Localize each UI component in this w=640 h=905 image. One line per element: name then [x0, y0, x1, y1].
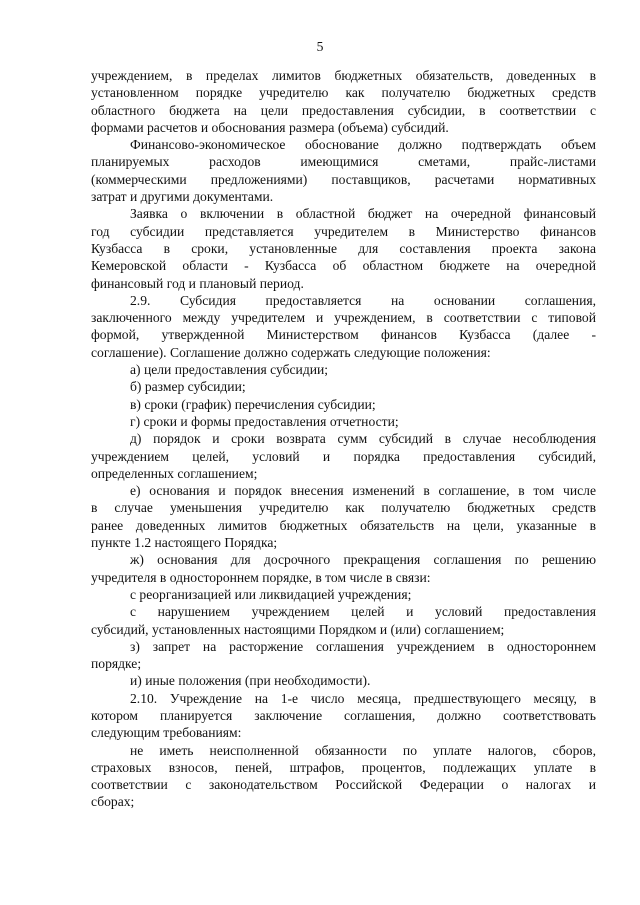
text-line: финансовый год и плановый период.: [91, 275, 304, 291]
text-line: сборах;: [91, 794, 135, 810]
text-line: порядке;: [91, 656, 142, 672]
text-line: в случае уменьшения учредителю как получателю бюджетных средств: [91, 500, 596, 516]
paragraph: [91, 292, 596, 361]
text-line: определенных соглашением;: [91, 465, 258, 481]
text-line: формой, утвержденной Министерством финансов Кузбасса (далее -: [91, 327, 596, 343]
text-line: субсидий, установленных настоящими Порядком и (или) соглашением;: [91, 621, 505, 637]
text-line: 2.9. Субсидия предоставляется на основании соглашения,: [130, 292, 596, 308]
paragraph: [91, 586, 596, 603]
text-line: ж) основания для досрочного прекращения соглашения по решению: [130, 552, 596, 568]
text-line: Заявка о включении в областной бюджет на очередной финансовый: [130, 206, 596, 222]
text-line: следующим требованиям:: [91, 725, 242, 741]
paragraph: [91, 205, 596, 291]
text-line: е) основания и порядок внесения изменений в соглашение, в том числе: [130, 483, 596, 499]
text-line: установленном порядке учредителю как получателю бюджетных средств: [91, 85, 596, 101]
text-line: областного бюджета на цели предоставления субсидии, в соответствии с: [91, 102, 596, 118]
paragraph: [91, 413, 596, 430]
text-line: в) сроки (график) перечисления субсидии;: [130, 396, 376, 412]
text-line: д) порядок и сроки возврата сумм субсидий в случае несоблюдения: [130, 431, 596, 447]
text-line: (коммерческими предложениями) поставщиков, расчетами нормативных: [91, 171, 596, 187]
text-line: 2.10. Учреждение на 1-е число месяца, предшествующего месяцу, в: [130, 690, 596, 706]
paragraph: [91, 396, 596, 413]
text-line: учреждением, в пределах лимитов бюджетных обязательств, доведенных в: [91, 68, 596, 83]
text-line: страховых взносов, пеней, штрафов, процентов, подлежащих уплате в: [91, 759, 596, 775]
text-line: учреждением целей, условий и порядка предоставления субсидий,: [91, 448, 596, 464]
text-line: формами расчетов и обоснования размера (объема) субсидий.: [91, 119, 449, 135]
paragraph: [91, 136, 596, 205]
paragraph: [91, 430, 596, 482]
paragraph: [91, 378, 596, 395]
paragraph: [91, 690, 596, 742]
text-line: соглашение). Соглашение должно содержать следующие положения:: [91, 344, 491, 360]
paragraph: [91, 638, 596, 673]
text-line: соответствии с законодательством Российской Федерации о налогах и: [91, 777, 596, 793]
text-line: пункте 1.2 настоящего Порядка;: [91, 535, 278, 551]
text-line: год субсидии представляется учредителем в Министерство финансов: [91, 223, 596, 239]
text-line: не иметь неисполненной обязанности по уплате налогов, сборов,: [130, 742, 596, 758]
text-line: ранее доведенных лимитов бюджетных обязательств на цели, указанные в: [91, 517, 596, 533]
page-number: 5: [316, 39, 324, 54]
paragraph: [91, 67, 596, 136]
text-line: планируемых расходов имеющимися сметами, прайс-листами: [91, 154, 596, 170]
text-line: з) запрет на расторжение соглашения учреждением в одностороннем: [130, 638, 596, 654]
paragraph: [91, 361, 596, 378]
paragraph: [91, 603, 596, 638]
paragraph: [91, 742, 596, 811]
text-line: Кузбасса в сроки, установленные для составления проекта закона: [91, 240, 596, 256]
paragraph: [91, 672, 596, 689]
text-line: с нарушением учреждением целей и условий предоставления: [130, 604, 596, 620]
text-line: котором планируется заключение соглашения, должно соответствовать: [91, 707, 596, 723]
text-line: затрат и другими документами.: [91, 189, 274, 205]
text-line: Финансово-экономическое обоснование должно подтверждать объем: [130, 137, 596, 153]
text-line: заключенного между учредителем и учреждением, в соответствии с типовой: [91, 310, 596, 326]
text-line: г) сроки и формы предоставления отчетности;: [130, 413, 399, 429]
text-line: с реорганизацией или ликвидацией учреждения;: [130, 586, 412, 602]
text-line: учредителя в одностороннем порядке, в том числе в связи:: [91, 569, 431, 585]
paragraph: [91, 551, 596, 586]
text-line: Кемеровской области - Кузбасса об областном бюджете на очередной: [91, 258, 596, 274]
text-line: а) цели предоставления субсидии;: [130, 362, 329, 378]
document-body: [91, 67, 596, 811]
text-line: б) размер субсидии;: [130, 379, 246, 395]
text-line: и) иные положения (при необходимости).: [130, 673, 371, 689]
paragraph: [91, 482, 596, 551]
